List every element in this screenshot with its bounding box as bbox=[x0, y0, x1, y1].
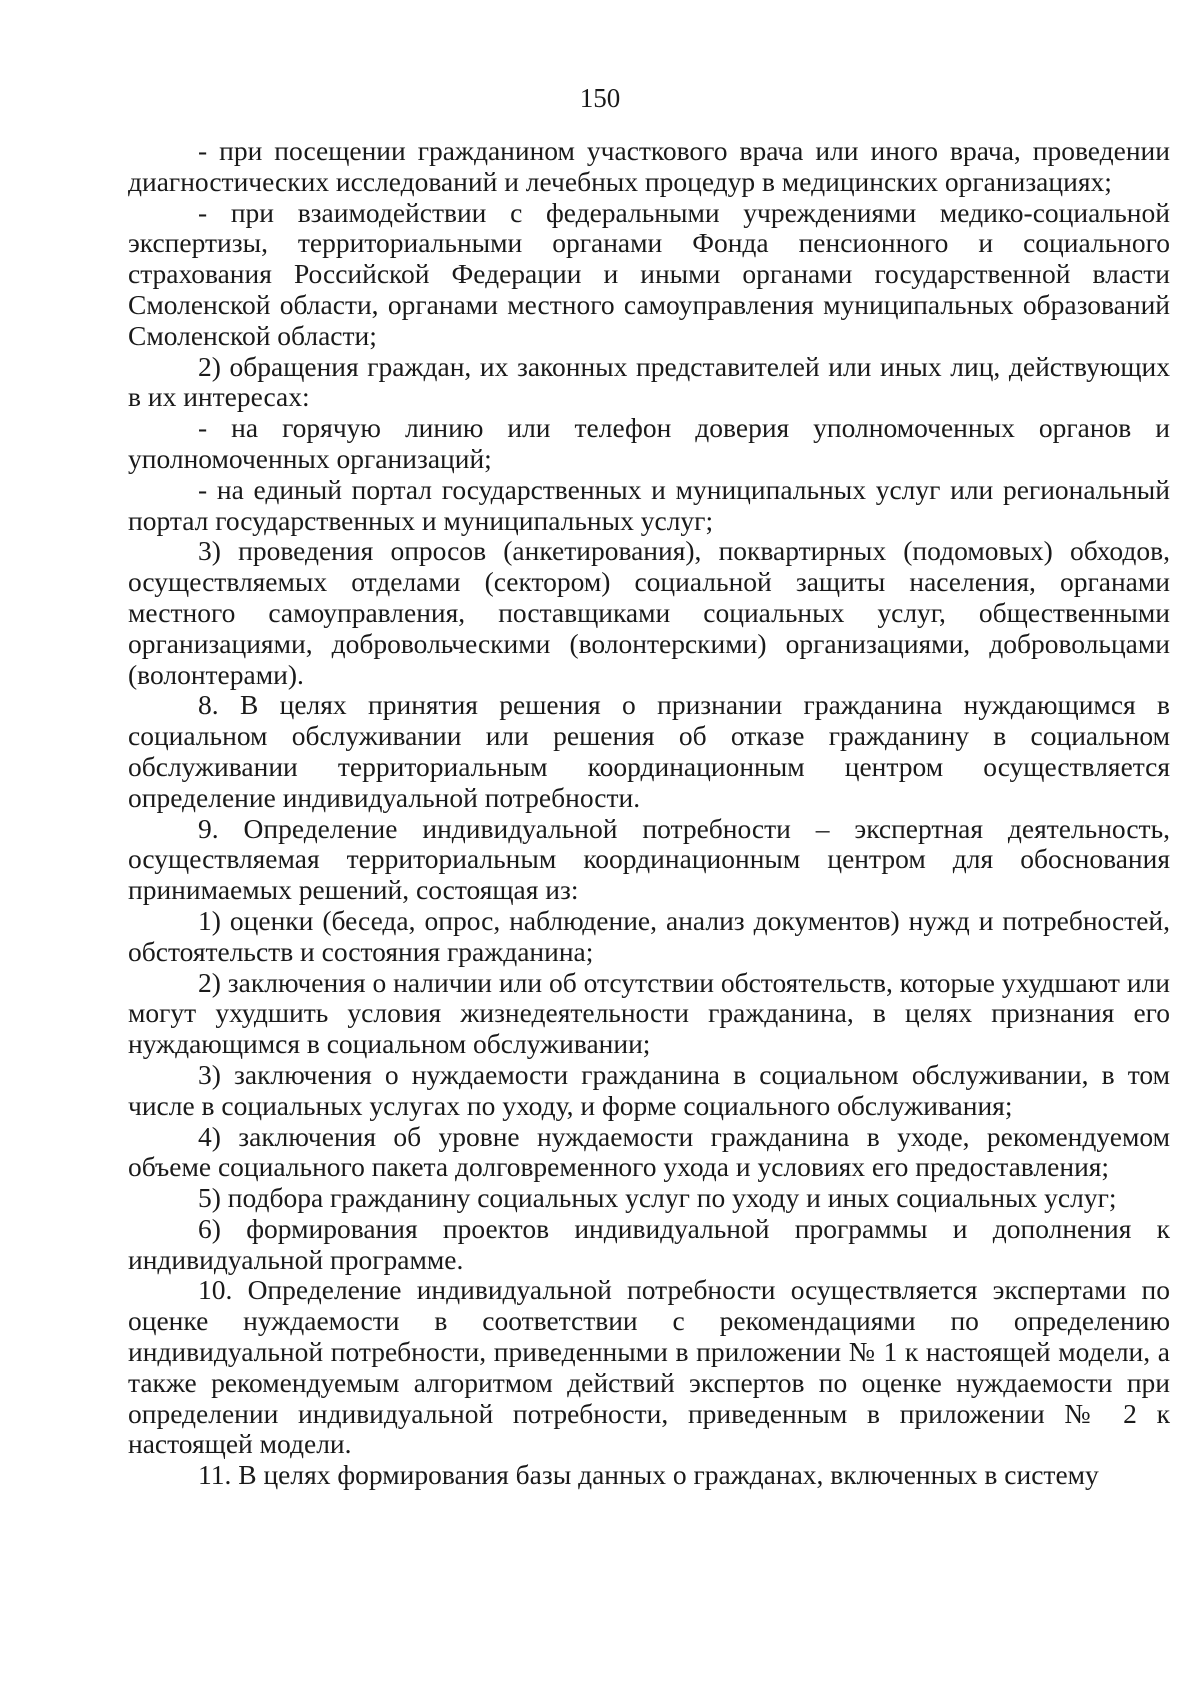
paragraph-clinic-visit: - при посещении гражданином участкового врача или иного врача, проведении диагностических исследований и лечебных процедур в медицинских организациях; bbox=[128, 135, 1170, 197]
paragraph-subitem-2: 2) заключения о наличии или об отсутствии обстоятельств, которые ухудшают или могут ухудшить условия жизнедеятельности гражданина, в целях признания его нуждающимся в социальном обслуживании; bbox=[128, 966, 1170, 1060]
paragraph-hotline: - на горячую линию или телефон доверия уполномоченных органов и уполномоченных организаций; bbox=[128, 412, 1170, 474]
paragraph-citizen-appeals: 2) обращения граждан, их законных представителей или иных лиц, действующих в их интересах: bbox=[128, 350, 1170, 413]
paragraph-item-11: 11. В целях формирования базы данных о гражданах, включенных в систему bbox=[198, 1459, 1099, 1491]
paragraph-subitem-6: 6) формирования проектов индивидуальной программы и дополнения к индивидуальной программе. bbox=[128, 1212, 1170, 1275]
paragraph-item-9: 9. Определение индивидуальной потребности – экспертная деятельность, осуществляемая территориальным координационным центром для обоснования принимаемых решений, состоящая из: bbox=[128, 812, 1170, 906]
paragraph-item-10: 10. Определение индивидуальной потребности осуществляется экспертами по оценке нуждаемости в соответствии с рекомендациями по определению индивидуальной потребности, приведенными в приложении № 1 к настоящей модели, а также рекомендуемым алгоритмом действий экспертов по оценке нуждаемости при определении индивидуальной потребности, приведенным в приложении № 2 к настоящей модели. bbox=[128, 1274, 1170, 1460]
document-body bbox=[128, 136, 1170, 1491]
paragraph-federal-interaction: - при взаимодействии с федеральными учреждениями медико-социальной экспертизы, территориальными органами Фонда пенсионного и социального страхования Российской Федерации и иными органами государственной власти Смоленской области, органами местного самоуправления муниципальных образований Смоленской области; bbox=[128, 196, 1170, 351]
paragraph-item-8: 8. В целях принятия решения о признании гражданина нуждающимся в социальном обслуживании или решения об отказе гражданину в социальном обслуживании территориальным координационным центром осуществляется определение индивидуальной потребности. bbox=[128, 689, 1170, 813]
paragraph-subitem-3: 3) заключения о нуждаемости гражданина в социальном обслуживании, в том числе в социальных услугах по уходу, и форме социального обслуживания; bbox=[128, 1058, 1170, 1121]
paragraph-subitem-4: 4) заключения об уровне нуждаемости гражданина в уходе, рекомендуемом объеме социального пакета долговременного ухода и условиях его предоставления; bbox=[128, 1120, 1170, 1183]
page-number: 150 bbox=[579, 83, 621, 113]
paragraph-surveys: 3) проведения опросов (анкетирования), поквартирных (подомовых) обходов, осуществляемых отделами (сектором) социальной защиты населения, органами местного самоуправления, поставщиками социальных услуг, общественными организациями, добровольческими (волонтерскими) организациями, добровольцами (волонтерами). bbox=[128, 535, 1170, 690]
paragraph-subitem-5: 5) подбора гражданину социальных услуг по уходу и иных социальных услуг; bbox=[198, 1182, 1117, 1214]
paragraph-subitem-1: 1) оценки (беседа, опрос, наблюдение, анализ документов) нужд и потребностей, обстоятельств и состояния гражданина; bbox=[128, 904, 1170, 967]
paragraph-portal: - на единый портал государственных и муниципальных услуг или региональный портал государственных и муниципальных услуг; bbox=[128, 473, 1170, 536]
